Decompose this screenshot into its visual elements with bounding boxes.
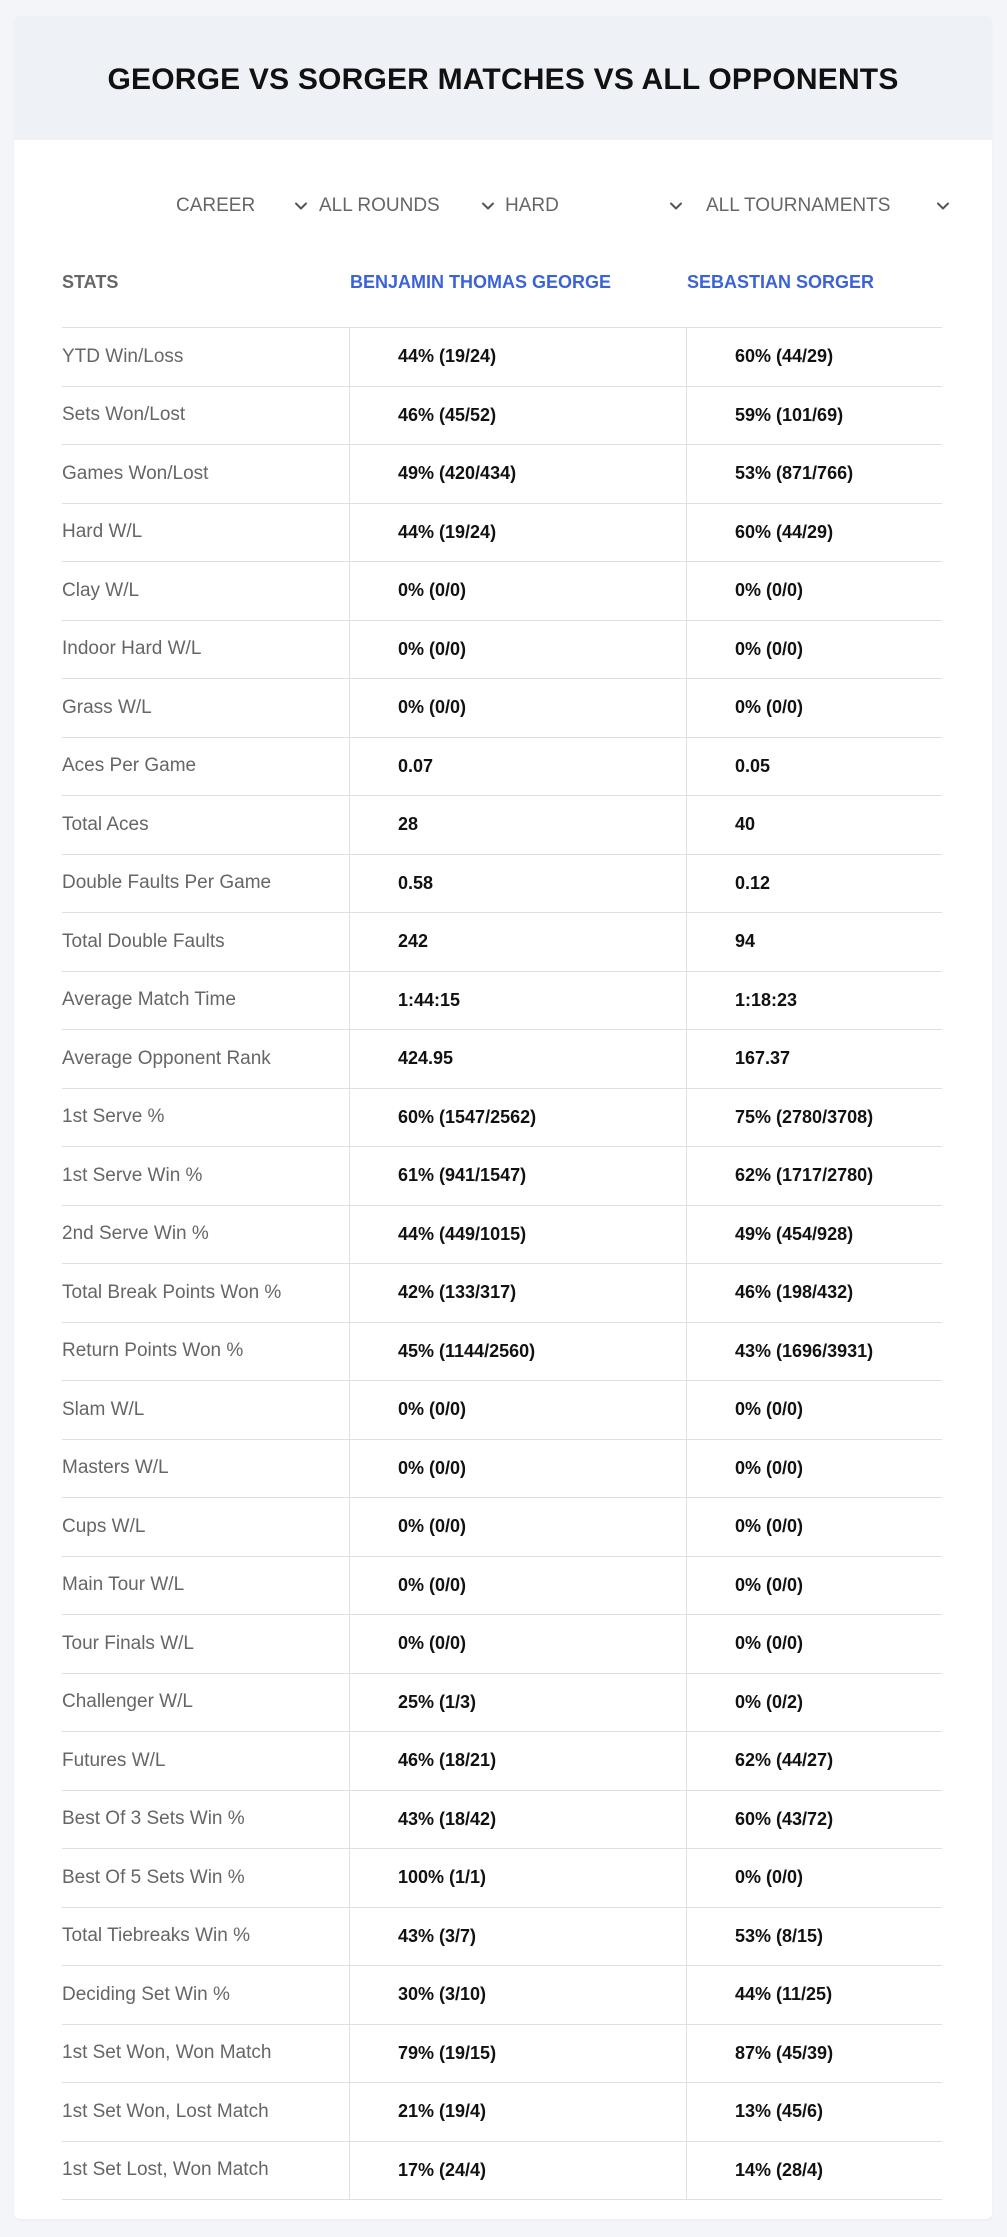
column-divider: [349, 562, 350, 620]
player2-stat-value: 0% (0/0): [735, 697, 804, 718]
filter-bar: [14, 186, 992, 226]
player1-stat-value: 424.95: [398, 1048, 454, 1069]
column-divider: [349, 913, 350, 971]
stat-label: Cups W/L: [62, 1515, 146, 1537]
column-divider: [349, 621, 350, 679]
column-divider: [349, 1615, 350, 1673]
table-row: [62, 1206, 942, 1265]
player2-stat-value: 13% (45/6): [735, 2101, 824, 2122]
chevron-down-icon: [669, 199, 683, 213]
column-divider: [686, 738, 687, 796]
column-divider: [686, 1615, 687, 1673]
stat-label: Total Aces: [62, 813, 149, 835]
table-row: [62, 855, 942, 914]
table-body: [62, 328, 942, 2200]
table-row: [62, 2083, 942, 2142]
player2-stat-value: 40: [735, 814, 756, 835]
player1-stat-value: 0% (0/0): [398, 1457, 467, 1478]
table-row: [62, 2142, 942, 2201]
column-divider: [686, 855, 687, 913]
player2-stat-value: 87% (45/39): [735, 2042, 834, 2063]
column-divider: [686, 2142, 687, 2200]
column-divider: [686, 2025, 687, 2083]
column-divider: [686, 445, 687, 503]
column-divider: [349, 1498, 350, 1556]
stat-label: Total Double Faults: [62, 930, 225, 952]
player2-stat-value: 0% (0/0): [735, 1633, 804, 1654]
card-header: [14, 16, 992, 140]
table-row: [62, 1147, 942, 1206]
table-row: [62, 796, 942, 855]
player2-stat-value: 94: [735, 931, 756, 952]
period-dropdown[interactable]: [176, 186, 255, 226]
table-row: [62, 1323, 942, 1382]
stat-label: YTD Win/Loss: [62, 345, 184, 367]
table-header: [62, 250, 942, 328]
player1-stat-value: 1:44:15: [398, 989, 461, 1010]
column-divider: [686, 387, 687, 445]
table-row: [62, 679, 942, 738]
column-divider: [349, 1849, 350, 1907]
table-row: [62, 328, 942, 387]
column-divider: [686, 1440, 687, 1498]
column-divider: [349, 328, 350, 386]
player2-stat-value: 0.05: [735, 755, 771, 776]
player2-stat-value: 1:18:23: [735, 989, 798, 1010]
stat-label: Main Tour W/L: [62, 1574, 185, 1596]
column-divider: [686, 1557, 687, 1615]
column-divider: [349, 1206, 350, 1264]
column-divider: [349, 1440, 350, 1498]
table-row: [62, 1498, 942, 1557]
column-divider: [686, 1966, 687, 2024]
column-divider: [686, 1791, 687, 1849]
column-divider: [349, 504, 350, 562]
tournaments-dropdown-label: ALL TOURNAMENTS: [706, 195, 891, 216]
column-divider: [349, 796, 350, 854]
player2-stat-value: 0% (0/0): [735, 580, 804, 601]
player2-stat-value: 53% (8/15): [735, 1925, 824, 1946]
rounds-dropdown-label: ALL ROUNDS: [319, 195, 440, 216]
player1-stat-value: 60% (1547/2562): [398, 1106, 537, 1127]
table-row: [62, 2025, 942, 2084]
column-divider: [686, 1264, 687, 1322]
player1-name-link[interactable]: BENJAMIN THOMAS GEORGE: [350, 272, 612, 292]
player1-stat-value: 17% (24/4): [398, 2159, 487, 2180]
player2-name-link[interactable]: SEBASTIAN SORGER: [687, 272, 875, 292]
player1-stat-value: 30% (3/10): [398, 1984, 487, 2005]
player1-stat-value: 43% (3/7): [398, 1925, 477, 1946]
stat-label: 1st Set Won, Won Match: [62, 2042, 272, 2064]
table-row: [62, 972, 942, 1031]
player2-stat-value: 59% (101/69): [735, 404, 844, 425]
column-divider: [686, 621, 687, 679]
player2-stat-value: 43% (1696/3931): [735, 1340, 874, 1361]
column-divider: [686, 328, 687, 386]
column-divider: [349, 445, 350, 503]
stat-label: 1st Set Lost, Won Match: [62, 2159, 269, 2181]
column-divider: [349, 1791, 350, 1849]
column-divider: [349, 1381, 350, 1439]
player2-stat-value: 60% (43/72): [735, 1808, 834, 1829]
column-divider: [349, 1323, 350, 1381]
player2-stat-value: 0% (0/0): [735, 638, 804, 659]
chevron-down-icon: [936, 199, 950, 213]
column-divider: [349, 1147, 350, 1205]
column-divider: [686, 1323, 687, 1381]
player1-stat-value: 0% (0/0): [398, 638, 467, 659]
table-row: [62, 1966, 942, 2025]
column-divider: [349, 2083, 350, 2141]
column-divider: [349, 1732, 350, 1790]
player1-stat-value: 0% (0/0): [398, 1399, 467, 1420]
chevron-down-icon: [294, 199, 308, 213]
stat-label: Average Opponent Rank: [62, 1047, 271, 1069]
table-row: [62, 562, 942, 621]
stat-label: Grass W/L: [62, 696, 152, 718]
column-divider: [686, 913, 687, 971]
player1-stat-value: 0% (0/0): [398, 697, 467, 718]
column-divider: [686, 562, 687, 620]
player1-stat-value: 0% (0/0): [398, 580, 467, 601]
column-divider: [686, 1849, 687, 1907]
table-row: [62, 387, 942, 446]
player1-stat-value: 0% (0/0): [398, 1516, 467, 1537]
column-divider: [349, 679, 350, 737]
chevron-down-icon: [481, 199, 495, 213]
player2-stat-value: 167.37: [735, 1048, 791, 1069]
player2-stat-value: 0% (0/0): [735, 1867, 804, 1888]
column-divider: [686, 796, 687, 854]
stat-label: Return Points Won %: [62, 1340, 244, 1362]
stat-label: 2nd Serve Win %: [62, 1223, 209, 1245]
column-divider: [349, 1089, 350, 1147]
player2-stat-value: 49% (454/928): [735, 1223, 854, 1244]
stat-label: Slam W/L: [62, 1398, 145, 1420]
stat-label: Total Tiebreaks Win %: [62, 1925, 250, 1947]
table-row: [62, 445, 942, 504]
column-divider: [349, 1966, 350, 2024]
table-row: [62, 1381, 942, 1440]
player2-stat-value: 14% (28/4): [735, 2159, 824, 2180]
table-row: [62, 1791, 942, 1850]
player1-stat-value: 44% (19/24): [398, 521, 497, 542]
stats-card: [14, 16, 992, 2219]
column-divider: [686, 1674, 687, 1732]
column-divider: [686, 1381, 687, 1439]
player2-stat-value: 62% (44/27): [735, 1750, 834, 1771]
period-dropdown-label: CAREER: [176, 195, 256, 216]
table-row: [62, 1908, 942, 1967]
table-row: [62, 913, 942, 972]
player2-stat-value: 75% (2780/3708): [735, 1106, 874, 1127]
player1-stat-value: 0.07: [398, 755, 434, 776]
table-row: [62, 1030, 942, 1089]
column-divider: [686, 972, 687, 1030]
player1-stat-value: 46% (45/52): [398, 404, 497, 425]
column-divider: [686, 2083, 687, 2141]
player1-stat-value: 49% (420/434): [398, 463, 517, 484]
player1-stat-value: 25% (1/3): [398, 1691, 477, 1712]
player2-stat-value: 0% (0/2): [735, 1691, 804, 1712]
player1-stat-value: 44% (19/24): [398, 346, 497, 367]
stat-label: Hard W/L: [62, 521, 143, 543]
page-title: GEORGE VS SORGER MATCHES VS ALL OPPONENTS: [107, 63, 899, 96]
stat-label: Best Of 3 Sets Win %: [62, 1808, 245, 1830]
player2-stat-value: 60% (44/29): [735, 521, 834, 542]
player1-stat-value: 242: [398, 931, 429, 952]
player1-stat-value: 0% (0/0): [398, 1633, 467, 1654]
player2-stat-value: 44% (11/25): [735, 1984, 833, 2005]
stat-label: Futures W/L: [62, 1749, 166, 1771]
player2-stat-value: 53% (871/766): [735, 463, 854, 484]
stat-label: Aces Per Game: [62, 755, 197, 777]
stat-label: Clay W/L: [62, 579, 140, 601]
stat-label: Masters W/L: [62, 1457, 169, 1479]
column-divider: [686, 1908, 687, 1966]
column-divider: [349, 2142, 350, 2200]
stat-label: 1st Serve %: [62, 1106, 165, 1128]
table-row: [62, 1264, 942, 1323]
table-row: [62, 1849, 942, 1908]
player1-stat-value: 61% (941/1547): [398, 1165, 527, 1186]
table-row: [62, 504, 942, 563]
column-divider: [349, 1264, 350, 1322]
column-divider: [686, 1732, 687, 1790]
column-divider: [349, 1030, 350, 1088]
surface-dropdown-label: HARD: [505, 195, 559, 216]
player2-stat-value: 0% (0/0): [735, 1457, 804, 1478]
stat-label: 1st Set Won, Lost Match: [62, 2100, 269, 2122]
stat-label: Sets Won/Lost: [62, 404, 186, 426]
player1-stat-value: 43% (18/42): [398, 1808, 497, 1829]
column-divider: [349, 1674, 350, 1732]
player1-stat-value: 0.58: [398, 872, 434, 893]
column-divider: [686, 1089, 687, 1147]
player1-stat-value: 46% (18/21): [398, 1750, 497, 1771]
column-divider: [349, 855, 350, 913]
column-divider: [349, 1557, 350, 1615]
column-divider: [349, 2025, 350, 2083]
tournaments-dropdown[interactable]: [706, 186, 890, 226]
table-row: [62, 1089, 942, 1148]
table-row: [62, 1674, 942, 1733]
stat-label: Double Faults Per Game: [62, 872, 272, 894]
player2-stat-value: 0% (0/0): [735, 1574, 804, 1595]
surface-dropdown[interactable]: [505, 186, 559, 226]
stat-label: Indoor Hard W/L: [62, 638, 202, 660]
player2-stat-value: 60% (44/29): [735, 346, 834, 367]
player2-stat-value: 62% (1717/2780): [735, 1165, 874, 1186]
player2-stat-value: 0% (0/0): [735, 1399, 804, 1420]
column-divider: [686, 1030, 687, 1088]
stat-label: 1st Serve Win %: [62, 1164, 203, 1186]
column-divider: [349, 1908, 350, 1966]
player1-stat-value: 21% (19/4): [398, 2101, 487, 2122]
column-divider: [686, 504, 687, 562]
player1-stat-value: 0% (0/0): [398, 1574, 467, 1595]
player1-stat-value: 28: [398, 814, 419, 835]
player2-stat-value: 0% (0/0): [735, 1516, 804, 1537]
player2-stat-value: 0.12: [735, 872, 771, 893]
column-divider: [686, 1206, 687, 1264]
stat-label: Challenger W/L: [62, 1691, 193, 1713]
stat-label: Average Match Time: [62, 989, 236, 1011]
table-row: [62, 621, 942, 680]
stat-label: Total Break Points Won %: [62, 1281, 282, 1303]
player1-stat-value: 100% (1/1): [398, 1867, 487, 1888]
player2-stat-value: 46% (198/432): [735, 1282, 854, 1303]
player1-stat-value: 45% (1144/2560): [398, 1340, 536, 1361]
column-divider: [349, 972, 350, 1030]
stat-label: Best Of 5 Sets Win %: [62, 1866, 245, 1888]
player1-stat-value: 42% (133/317): [398, 1282, 517, 1303]
table-row: [62, 1615, 942, 1674]
column-divider: [686, 679, 687, 737]
column-header-stats: STATS: [62, 272, 119, 292]
stat-label: Games Won/Lost: [62, 462, 209, 484]
stats-table: [62, 250, 942, 2200]
table-row: [62, 1557, 942, 1616]
table-row: [62, 1732, 942, 1791]
table-row: [62, 738, 942, 797]
player1-stat-value: 44% (449/1015): [398, 1223, 527, 1244]
table-row: [62, 1440, 942, 1499]
column-divider: [686, 1147, 687, 1205]
column-divider: [349, 387, 350, 445]
stat-label: Tour Finals W/L: [62, 1632, 194, 1654]
rounds-dropdown[interactable]: [319, 186, 440, 226]
column-divider: [686, 1498, 687, 1556]
stat-label: Deciding Set Win %: [62, 1983, 230, 2005]
player1-stat-value: 79% (19/15): [398, 2042, 497, 2063]
column-divider: [349, 738, 350, 796]
